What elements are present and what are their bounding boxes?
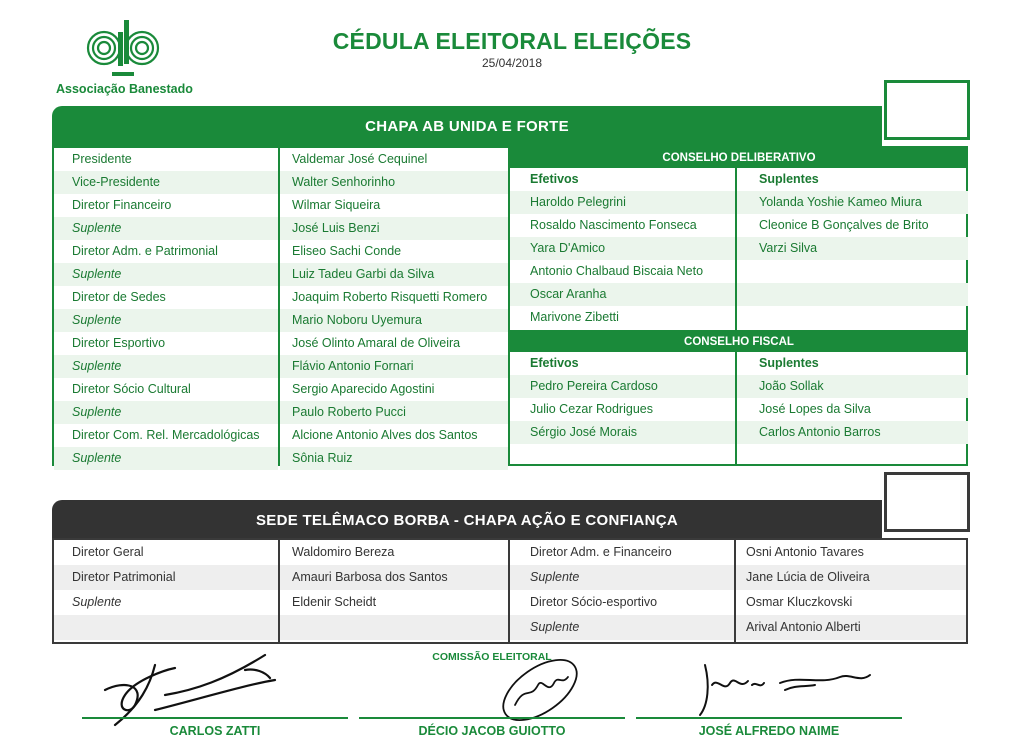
board-name-row-text: Walter Senhorinho [292, 175, 396, 189]
deliberative-substitutes-row [737, 283, 968, 306]
board-role-row [54, 263, 278, 286]
ticket-2-left-name-row-text: Amauri Barbosa dos Santos [292, 570, 448, 584]
ticket-ab-unida-e-forte [52, 106, 968, 466]
ticket-2-right-name-row [736, 615, 966, 640]
deliberative-effective-row-text: Antonio Chalbaud Biscaia Neto [530, 264, 704, 278]
board-role-row-text: Suplente [72, 221, 122, 235]
ballot-date: 25/04/2018 [481, 56, 543, 70]
ticket-2-left-role-row [54, 565, 278, 590]
deliberative-substitutes-row-text: Cleonice B Gonçalves de Brito [759, 218, 929, 232]
fiscal-effective-row-text [510, 448, 530, 462]
board-role-row [54, 148, 278, 171]
board-name-row [280, 286, 508, 309]
board-role-row [54, 378, 278, 401]
fiscal-substitutes-row-text [737, 448, 759, 462]
ticket-2-left-name-row-text: Eldenir Scheidt [292, 595, 377, 609]
signature-line-1 [82, 717, 348, 719]
deliberative-substitutes-row [737, 260, 968, 283]
board-name-row [280, 355, 508, 378]
ticket-2-right-name-row [736, 565, 966, 590]
deliberative-council [510, 148, 968, 330]
ticket-2-left-name-row-text: Waldomiro Bereza [292, 545, 395, 559]
ticket-2-right-role-row-text: Diretor Adm. e Financeiro [530, 545, 672, 559]
fiscal-effective-row [510, 421, 735, 444]
board-name-row [280, 332, 508, 355]
deliberative-effective-label [510, 168, 735, 191]
fiscal-substitutes-row-text: Carlos Antonio Barros [759, 425, 881, 439]
deliberative-effective-row-text: Rosaldo Nascimento Fonseca [530, 218, 697, 232]
signatory-name-3: JOSÉ ALFREDO NAIME [698, 724, 840, 738]
board-roles-column [54, 148, 278, 464]
deliberative-effective-column [510, 168, 737, 330]
deliberative-effective-row [510, 237, 735, 260]
deliberative-substitutes-row [737, 237, 968, 260]
ticket-2-right-role-row [510, 540, 734, 565]
ticket-2-left-role-row [54, 540, 278, 565]
fiscal-effective-row-text: Julio Cezar Rodrigues [530, 402, 653, 416]
board-name-row-text: Alcione Antonio Alves dos Santos [292, 428, 478, 442]
deliberative-substitutes-row [737, 214, 968, 237]
ticket-2-left-role-row [54, 615, 278, 640]
deliberative-effective-row [510, 306, 735, 329]
board-role-row-text: Diretor de Sedes [72, 290, 166, 304]
ticket-2-right-role-row-text: Diretor Sócio-esportivo [530, 595, 658, 609]
board-role-row-text: Vice-Presidente [72, 175, 161, 189]
commission-label: COMISSÃO ELEITORAL [432, 651, 552, 663]
board-role-row [54, 217, 278, 240]
fiscal-effective-row-text: Sérgio José Morais [530, 425, 637, 439]
board-role-row [54, 447, 278, 470]
deliberative-effective-row [510, 260, 735, 283]
board-role-row-text: Diretor Esportivo [72, 336, 166, 350]
board-role-row [54, 309, 278, 332]
board-name-row-text: Eliseo Sachi Conde [292, 244, 402, 258]
fiscal-effective-column [510, 352, 737, 466]
ticket-2-right-role-row-text: Suplente [530, 620, 580, 634]
board-role-row-text: Suplente [72, 405, 122, 419]
deliberative-substitutes-row-text [737, 310, 759, 324]
ticket-2-right-name-row [736, 590, 966, 615]
board-name-row-text: Joaquim Roberto Risquetti Romero [292, 290, 488, 304]
deliberative-substitutes-row-text [737, 287, 759, 301]
board-role-row [54, 194, 278, 217]
board-name-row-text: Wilmar Siqueira [292, 198, 381, 212]
ticket-1-header: CHAPA AB UNIDA E FORTE [52, 106, 882, 146]
board-role-row [54, 332, 278, 355]
board-name-row [280, 240, 508, 263]
deliberative-effective-row [510, 283, 735, 306]
ticket-telemaco-borba [52, 500, 968, 644]
ticket-2-left-role-row [54, 590, 278, 615]
ticket-2-right-role-row [510, 590, 734, 615]
ticket-2-right-name-row-text: Osni Antonio Tavares [746, 545, 864, 559]
board-role-row-text: Diretor Financeiro [72, 198, 172, 212]
board-role-row-text: Presidente [72, 152, 132, 166]
ticket-2-left-role-row-text: Diretor Geral [72, 545, 144, 559]
ticket-2-left-name-row-text [280, 620, 292, 634]
ticket-2-right-role-row [510, 565, 734, 590]
ticket-2-left-roles [54, 540, 278, 642]
board-name-row-text: Paulo Roberto Pucci [292, 405, 406, 419]
ticket-2-left-name-row [280, 540, 508, 565]
board-name-row-text: José Luis Benzi [292, 221, 380, 235]
ticket-2-right-name-row [736, 540, 966, 565]
fiscal-substitutes-row-text: José Lopes da Silva [759, 402, 871, 416]
ticket-2-left-name-row [280, 615, 508, 640]
board-name-row-text: Sônia Ruiz [292, 451, 353, 465]
board-name-row-text: Flávio Antonio Fornari [292, 359, 414, 373]
deliberative-substitutes-row [737, 306, 968, 329]
ticket-2-left-name-row [280, 565, 508, 590]
board-name-row [280, 194, 508, 217]
deliberative-effective-row-text: Oscar Aranha [530, 287, 607, 301]
fiscal-effective-row [510, 444, 735, 467]
board-name-row [280, 447, 508, 470]
ticket-2-right-name-row-text: Arival Antonio Alberti [746, 620, 861, 634]
board-name-row [280, 401, 508, 424]
ticket-2-right-name-row-text: Osmar Kluczkovski [746, 595, 853, 609]
deliberative-substitutes-row-text [737, 264, 759, 278]
signatory-name-1: CARLOS ZATTI [169, 724, 261, 738]
deliberative-substitutes-row [737, 191, 968, 214]
board-name-row [280, 378, 508, 401]
board-role-row-text: Diretor Sócio Cultural [72, 382, 191, 396]
fiscal-substitutes-row [737, 398, 968, 421]
board-role-row-text: Diretor Adm. e Patrimonial [72, 244, 218, 258]
board-name-row [280, 171, 508, 194]
fiscal-substitutes-row [737, 444, 968, 467]
board-role-row-text: Diretor Com. Rel. Mercadológicas [72, 428, 260, 442]
signature-jose-alfredo-naime [690, 655, 880, 720]
board-name-row-text: Sergio Aparecido Agostini [292, 382, 435, 396]
fiscal-substitutes-column [737, 352, 968, 466]
fiscal-council [510, 330, 968, 466]
board-role-row-text: Suplente [72, 313, 122, 327]
ticket-2-body [52, 538, 968, 644]
board-name-row-text: Valdemar José Cequinel [292, 152, 428, 166]
ticket-2-right-role-row-text: Suplente [530, 570, 580, 584]
board-role-row-text: Suplente [72, 267, 122, 281]
fiscal-substitutes-label-text: Suplentes [759, 356, 819, 370]
board-names-column [278, 148, 510, 464]
board-name-row [280, 309, 508, 332]
signature-decio-jacob-guiotto [490, 655, 590, 725]
deliberative-substitutes-row-text: Varzi Silva [759, 241, 818, 255]
deliberative-substitutes-label [737, 168, 968, 191]
deliberative-substitutes-row-text: Yolanda Yoshie Kameo Miura [759, 195, 922, 209]
deliberative-effective-row [510, 191, 735, 214]
fiscal-effective-row [510, 398, 735, 421]
board-role-row [54, 355, 278, 378]
board-role-row [54, 240, 278, 263]
ticket-2-left-names [278, 540, 510, 642]
ticket-2-left-name-row [280, 590, 508, 615]
ticket-2-right-roles [510, 540, 736, 642]
board-name-row-text: Mario Noboru Uyemura [292, 313, 422, 327]
ticket-2-left-role-row-text: Diretor Patrimonial [72, 570, 176, 584]
fiscal-substitutes-row-text: João Sollak [759, 379, 824, 393]
ab-logo-icon [82, 18, 162, 78]
fiscal-effective-label [510, 352, 735, 375]
ticket-2-right-role-row [510, 615, 734, 640]
board-role-row [54, 171, 278, 194]
ticket-2-right-names [736, 540, 966, 642]
board-role-row-text: Suplente [72, 359, 122, 373]
fiscal-effective-row [510, 375, 735, 398]
board-name-row [280, 424, 508, 447]
deliberative-council-title: CONSELHO DELIBERATIVO [510, 148, 968, 168]
deliberative-effective-row-text: Marivone Zibetti [530, 310, 619, 324]
signature-line-2 [359, 717, 625, 719]
organization-name: Associação Banestado [56, 82, 193, 96]
fiscal-substitutes-row [737, 421, 968, 444]
board-role-row [54, 401, 278, 424]
ticket-2-right-name-row-text: Jane Lúcia de Oliveira [746, 570, 870, 584]
deliberative-effective-row-text: Yara D'Amico [530, 241, 606, 255]
ticket-2-header: SEDE TELÊMACO BORBA - CHAPA AÇÃO E CONFIANÇA [52, 500, 882, 540]
fiscal-substitutes-label [737, 352, 968, 375]
ticket-2-left-role-row-text: Suplente [72, 595, 122, 609]
deliberative-effective-row-text: Haroldo Pelegrini [530, 195, 626, 209]
board-name-row-text: Luiz Tadeu Garbi da Silva [292, 267, 435, 281]
signatory-name-2: DÉCIO JACOB GUIOTTO [418, 724, 566, 738]
deliberative-effective-row [510, 214, 735, 237]
deliberative-effective-label-text: Efetivos [530, 172, 579, 186]
fiscal-effective-row-text: Pedro Pereira Cardoso [530, 379, 658, 393]
deliberative-substitutes-label-text: Suplentes [759, 172, 819, 186]
board-name-row [280, 217, 508, 240]
fiscal-council-title: CONSELHO FISCAL [510, 332, 968, 352]
organization-logo [52, 18, 202, 100]
fiscal-effective-label-text: Efetivos [530, 356, 579, 370]
board-name-row [280, 263, 508, 286]
signature-line-3 [636, 717, 902, 719]
board-name-row [280, 148, 508, 171]
board-role-row-text: Suplente [72, 451, 122, 465]
ticket-1-body [52, 146, 968, 466]
board-name-row-text: José Olinto Amaral de Oliveira [292, 336, 461, 350]
board-role-row [54, 286, 278, 309]
board-role-row [54, 424, 278, 447]
ballot-title: CÉDULA ELEITORAL ELEIÇÕES [332, 28, 692, 54]
deliberative-substitutes-column [737, 168, 968, 330]
fiscal-substitutes-row [737, 375, 968, 398]
ticket-2-left-role-row-text [54, 620, 72, 634]
